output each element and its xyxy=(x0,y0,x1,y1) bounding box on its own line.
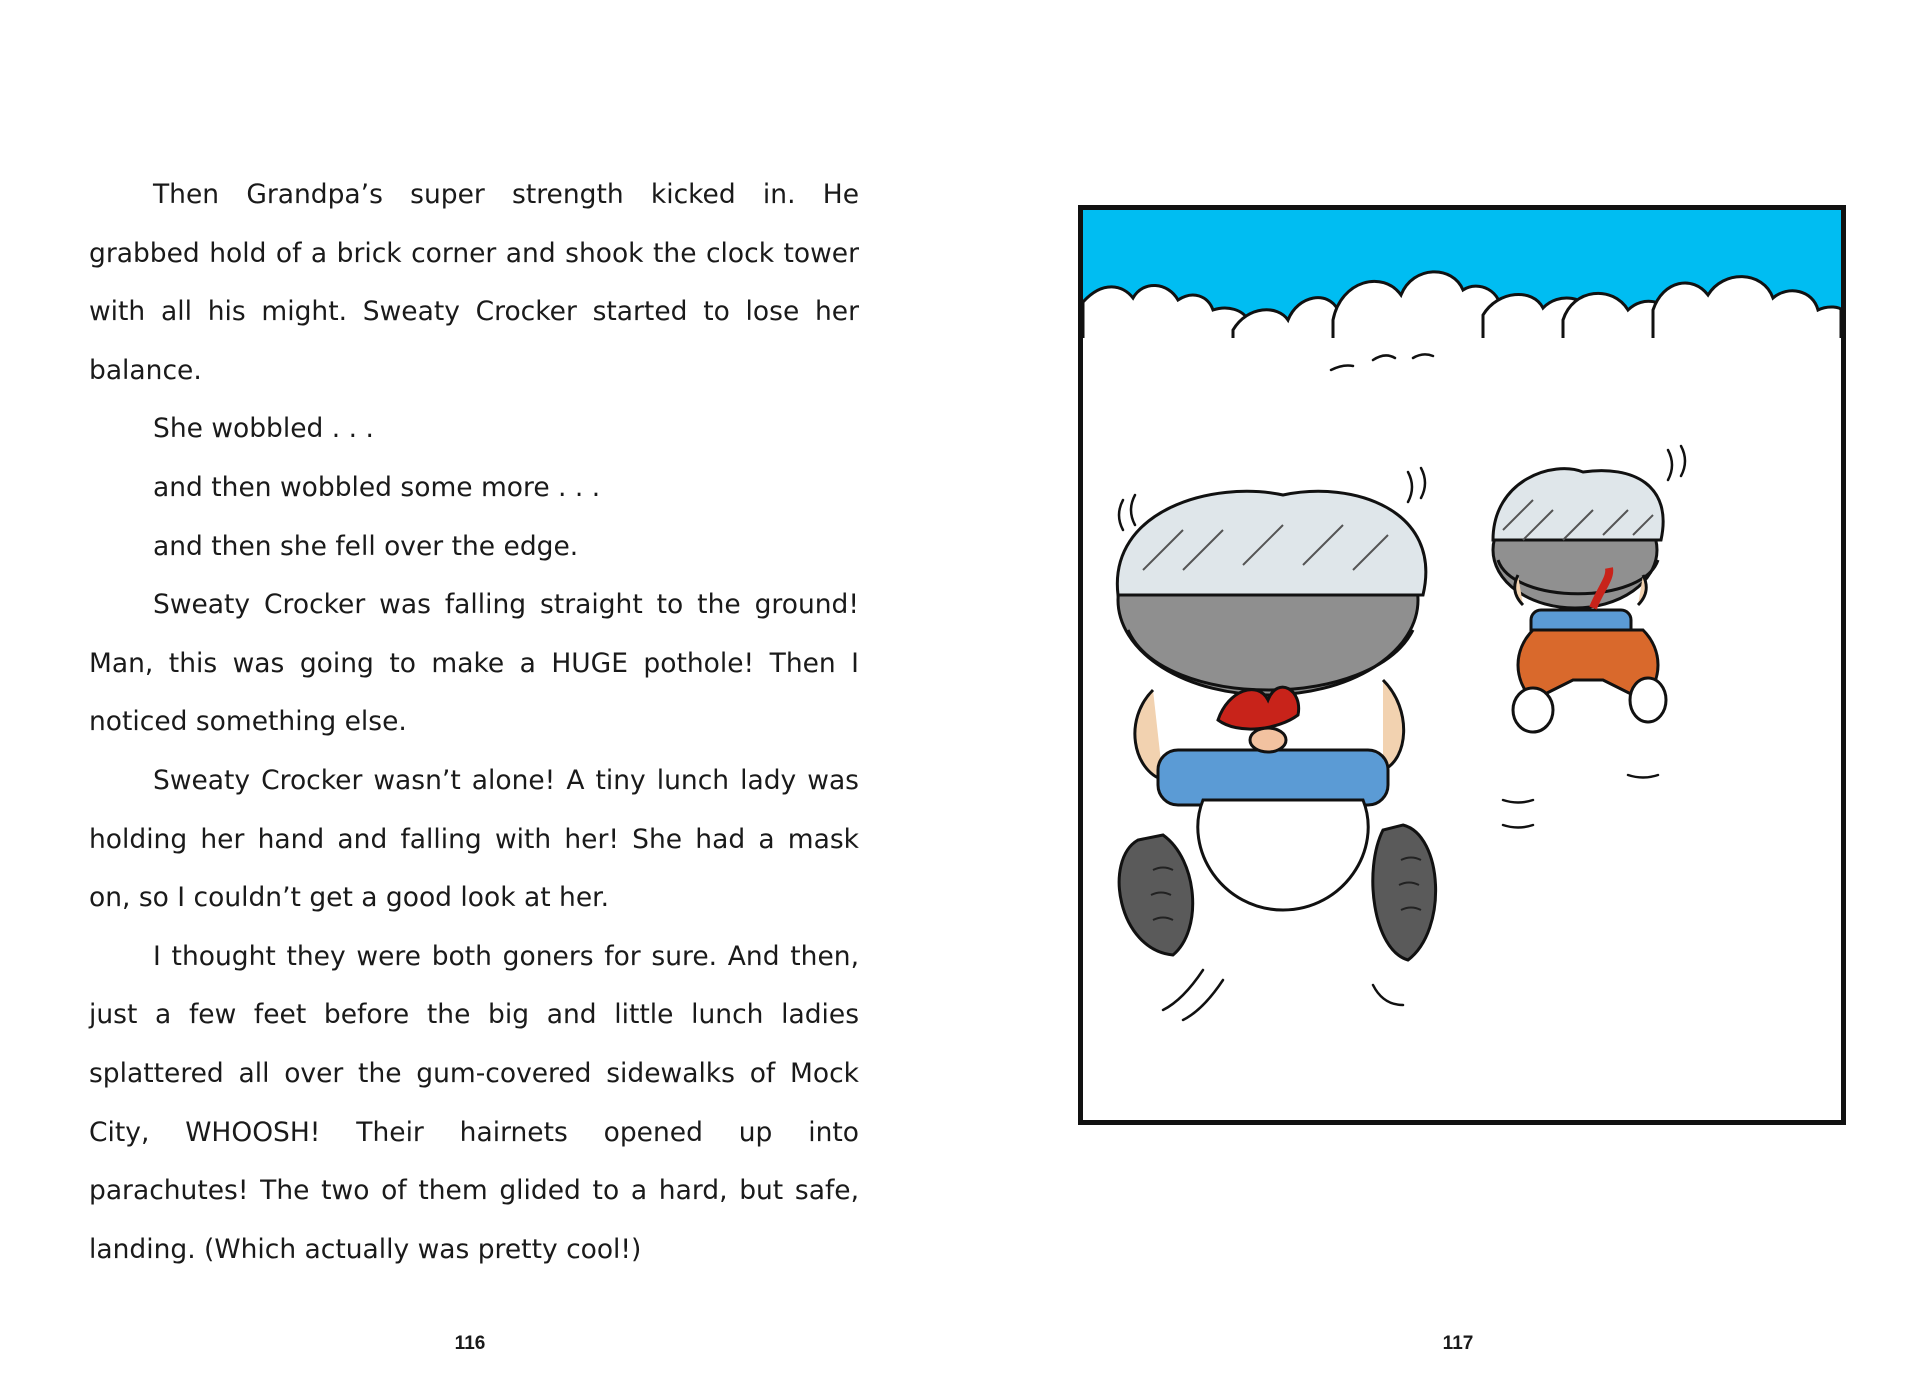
paragraph-3: and then wobbled some more . . . xyxy=(153,471,601,503)
comic-illustration xyxy=(1078,205,1846,1125)
story-text xyxy=(89,166,859,1279)
page-number-right: 117 xyxy=(1442,1333,1474,1354)
illustration-svg xyxy=(1083,210,1841,1120)
paragraph-1: Then Grandpa’s super strength kicked in. He grabbed hold of a brick corner and shook the clock tower with all his might. Sweaty Crocker started to lose her balance. xyxy=(89,179,859,386)
paragraph-2: She wobbled . . . xyxy=(153,413,374,445)
sky-lower-fill xyxy=(1083,338,1841,1120)
paragraph-4: and then she fell over the edge. xyxy=(153,530,579,562)
left-page xyxy=(0,0,962,1400)
page-number-left: 116 xyxy=(454,1333,486,1354)
paragraph-7: I thought they were both goners for sure. And then, just a few feet before the big and little lunch ladies splattered all over the gum-covered sidewalks of Mock City, WHOOSH! Their hairnets opened up into parachutes! The two of them glided to a hard, but safe, landing. (Which actually was pretty cool!) xyxy=(89,940,859,1265)
paragraph-6: Sweaty Crocker wasn’t alone! A tiny lunch lady was holding her hand and falling with her! She had a mask on, so I couldn’t get a good look at her. xyxy=(89,764,859,914)
paragraph-5: Sweaty Crocker was falling straight to the ground! Man, this was going to make a HUGE pothole! Then I noticed something else. xyxy=(89,589,859,738)
